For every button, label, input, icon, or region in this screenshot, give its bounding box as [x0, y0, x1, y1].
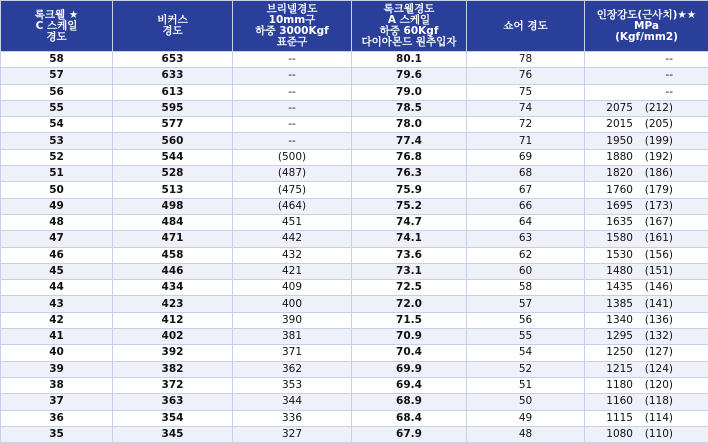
cell-brinell: 451 [233, 214, 352, 230]
table-row [1, 231, 708, 247]
table-row [1, 149, 708, 165]
header-line: 경도 [113, 26, 232, 37]
tensile-mpa: 1160 [599, 394, 633, 409]
cell-vickers: 412 [113, 312, 233, 328]
cell-rockwell-c: 41 [1, 329, 113, 345]
cell-brinell: (464) [233, 198, 352, 214]
cell-vickers: 372 [113, 377, 233, 393]
cell-rockwell-a: 68.9 [352, 394, 467, 410]
tensile-kgf: (186) [633, 166, 673, 181]
tensile-mpa: 2015 [599, 117, 633, 132]
cell-rockwell-c: 49 [1, 198, 113, 214]
cell-rockwell-c: 50 [1, 182, 113, 198]
cell-shore: 50 [467, 394, 585, 410]
cell-shore: 68 [467, 166, 585, 182]
cell-rockwell-c: 39 [1, 361, 113, 377]
cell-rockwell-a: 70.4 [352, 345, 467, 361]
table-row [1, 198, 708, 214]
cell-rockwell-a: 73.1 [352, 263, 467, 279]
cell-rockwell-c: 45 [1, 263, 113, 279]
cell-brinell: 432 [233, 247, 352, 263]
cell-rockwell-a: 72.0 [352, 296, 467, 312]
cell-rockwell-a: 79.6 [352, 68, 467, 84]
cell-tensile-strength [585, 361, 708, 377]
header-rockwell-a-scale [352, 1, 467, 52]
cell-rockwell-a: 76.3 [352, 166, 467, 182]
tensile-mpa: 1115 [599, 411, 633, 426]
cell-brinell: -- [233, 100, 352, 116]
cell-shore: 52 [467, 361, 585, 377]
tensile-mpa: 2075 [599, 101, 633, 116]
cell-brinell: -- [233, 68, 352, 84]
header-line: A 스케일 [352, 15, 466, 26]
cell-brinell: 344 [233, 394, 352, 410]
header-line: 브리넬경도 [233, 4, 351, 15]
table-row [1, 247, 708, 263]
tensile-kgf: (173) [633, 199, 673, 214]
cell-shore: 57 [467, 296, 585, 312]
header-line: 비커스 [113, 15, 232, 26]
cell-rockwell-a: 69.9 [352, 361, 467, 377]
cell-tensile-strength [585, 52, 708, 68]
cell-rockwell-c: 36 [1, 410, 113, 426]
tensile-kgf: (179) [633, 183, 673, 198]
header-line: 인장강도(근사치)★★ [585, 10, 708, 21]
cell-rockwell-c: 35 [1, 426, 113, 442]
tensile-mpa: 1580 [599, 231, 633, 246]
table-row [1, 280, 708, 296]
cell-shore: 75 [467, 84, 585, 100]
tensile-kgf: (132) [633, 329, 673, 344]
header-line: C 스케일 [1, 21, 112, 32]
cell-rockwell-a: 70.9 [352, 329, 467, 345]
cell-tensile-strength [585, 214, 708, 230]
cell-shore: 76 [467, 68, 585, 84]
tensile-mpa: 1180 [599, 378, 633, 393]
table-row [1, 117, 708, 133]
cell-tensile-strength [585, 263, 708, 279]
cell-rockwell-c: 37 [1, 394, 113, 410]
table-row [1, 84, 708, 100]
cell-rockwell-c: 56 [1, 84, 113, 100]
header-line: 표준구 [233, 37, 351, 48]
table-row [1, 394, 708, 410]
cell-shore: 72 [467, 117, 585, 133]
cell-shore: 51 [467, 377, 585, 393]
cell-tensile-strength [585, 198, 708, 214]
cell-brinell: 362 [233, 361, 352, 377]
tensile-mpa: 1880 [599, 150, 633, 165]
table-body [1, 52, 708, 443]
tensile-kgf: -- [633, 85, 673, 100]
cell-brinell: 442 [233, 231, 352, 247]
cell-brinell: 336 [233, 410, 352, 426]
table-row [1, 329, 708, 345]
header-rockwell-c-scale [1, 1, 113, 52]
tensile-mpa: 1215 [599, 362, 633, 377]
cell-rockwell-c: 48 [1, 214, 113, 230]
cell-vickers: 498 [113, 198, 233, 214]
table-row [1, 312, 708, 328]
cell-tensile-strength [585, 149, 708, 165]
tensile-mpa: 1295 [599, 329, 633, 344]
cell-brinell: 421 [233, 263, 352, 279]
cell-tensile-strength [585, 100, 708, 116]
cell-vickers: 633 [113, 68, 233, 84]
cell-tensile-strength [585, 296, 708, 312]
cell-vickers: 528 [113, 166, 233, 182]
tensile-kgf: (114) [633, 411, 673, 426]
cell-rockwell-a: 80.1 [352, 52, 467, 68]
cell-brinell: 353 [233, 377, 352, 393]
tensile-kgf: (167) [633, 215, 673, 230]
tensile-kgf: (124) [633, 362, 673, 377]
cell-tensile-strength [585, 345, 708, 361]
table-row [1, 52, 708, 68]
cell-vickers: 653 [113, 52, 233, 68]
tensile-mpa: 1695 [599, 199, 633, 214]
cell-rockwell-a: 79.0 [352, 84, 467, 100]
cell-tensile-strength [585, 68, 708, 84]
cell-brinell: 409 [233, 280, 352, 296]
cell-tensile-strength [585, 231, 708, 247]
tensile-kgf: -- [633, 68, 673, 83]
cell-rockwell-c: 52 [1, 149, 113, 165]
tensile-kgf: (127) [633, 345, 673, 360]
cell-shore: 56 [467, 312, 585, 328]
cell-shore: 78 [467, 52, 585, 68]
tensile-kgf: (141) [633, 297, 673, 312]
tensile-mpa: 1340 [599, 313, 633, 328]
table-row [1, 263, 708, 279]
cell-rockwell-c: 51 [1, 166, 113, 182]
cell-shore: 74 [467, 100, 585, 116]
table-row [1, 68, 708, 84]
cell-vickers: 446 [113, 263, 233, 279]
cell-shore: 58 [467, 280, 585, 296]
cell-tensile-strength [585, 394, 708, 410]
cell-vickers: 434 [113, 280, 233, 296]
cell-vickers: 484 [113, 214, 233, 230]
table-row [1, 377, 708, 393]
cell-vickers: 423 [113, 296, 233, 312]
cell-shore: 60 [467, 263, 585, 279]
tensile-kgf: (146) [633, 280, 673, 295]
cell-shore: 69 [467, 149, 585, 165]
cell-brinell: -- [233, 133, 352, 149]
tensile-kgf: (120) [633, 378, 673, 393]
cell-tensile-strength [585, 117, 708, 133]
cell-rockwell-c: 38 [1, 377, 113, 393]
cell-rockwell-c: 46 [1, 247, 113, 263]
cell-brinell: (500) [233, 149, 352, 165]
cell-rockwell-a: 69.4 [352, 377, 467, 393]
tensile-mpa: 1385 [599, 297, 633, 312]
tensile-mpa: 1820 [599, 166, 633, 181]
header-line: 하중 60Kgf [352, 26, 466, 37]
cell-rockwell-a: 68.4 [352, 410, 467, 426]
table-row [1, 361, 708, 377]
cell-rockwell-a: 72.5 [352, 280, 467, 296]
cell-rockwell-a: 75.2 [352, 198, 467, 214]
cell-tensile-strength [585, 247, 708, 263]
cell-brinell: -- [233, 117, 352, 133]
cell-rockwell-a: 76.8 [352, 149, 467, 165]
cell-rockwell-c: 55 [1, 100, 113, 116]
cell-rockwell-a: 75.9 [352, 182, 467, 198]
tensile-kgf: (192) [633, 150, 673, 165]
tensile-kgf: (161) [633, 231, 673, 246]
cell-vickers: 513 [113, 182, 233, 198]
cell-vickers: 471 [113, 231, 233, 247]
tensile-kgf: (118) [633, 394, 673, 409]
cell-vickers: 345 [113, 426, 233, 442]
cell-rockwell-a: 74.7 [352, 214, 467, 230]
tensile-kgf: (212) [633, 101, 673, 116]
tensile-kgf: -- [633, 52, 673, 67]
cell-brinell: 327 [233, 426, 352, 442]
cell-rockwell-a: 78.0 [352, 117, 467, 133]
cell-shore: 62 [467, 247, 585, 263]
table-row [1, 410, 708, 426]
cell-brinell: (475) [233, 182, 352, 198]
header-shore [467, 1, 585, 52]
cell-shore: 63 [467, 231, 585, 247]
cell-tensile-strength [585, 84, 708, 100]
cell-rockwell-a: 77.4 [352, 133, 467, 149]
header-line: 경도 [1, 32, 112, 43]
cell-rockwell-c: 43 [1, 296, 113, 312]
header-line: 10mm구 [233, 15, 351, 26]
cell-brinell: (487) [233, 166, 352, 182]
cell-tensile-strength [585, 426, 708, 442]
tensile-mpa: 1760 [599, 183, 633, 198]
cell-tensile-strength [585, 377, 708, 393]
header-line: 록크웰경도 [352, 4, 466, 15]
cell-shore: 55 [467, 329, 585, 345]
cell-tensile-strength [585, 182, 708, 198]
cell-brinell: 400 [233, 296, 352, 312]
tensile-mpa: 1080 [599, 427, 633, 442]
cell-tensile-strength [585, 410, 708, 426]
table-row [1, 133, 708, 149]
cell-brinell: 390 [233, 312, 352, 328]
table-row [1, 214, 708, 230]
cell-tensile-strength [585, 166, 708, 182]
tensile-mpa: 1435 [599, 280, 633, 295]
cell-tensile-strength [585, 280, 708, 296]
cell-shore: 54 [467, 345, 585, 361]
header-line: MPa [585, 21, 708, 32]
cell-vickers: 458 [113, 247, 233, 263]
table-row [1, 166, 708, 182]
tensile-mpa: 1250 [599, 345, 633, 360]
cell-rockwell-c: 40 [1, 345, 113, 361]
tensile-kgf: (136) [633, 313, 673, 328]
header-line: (Kgf/mm2) [585, 32, 708, 43]
header-brinell [233, 1, 352, 52]
cell-rockwell-a: 71.5 [352, 312, 467, 328]
cell-rockwell-c: 54 [1, 117, 113, 133]
cell-rockwell-a: 67.9 [352, 426, 467, 442]
table-row [1, 426, 708, 442]
cell-vickers: 392 [113, 345, 233, 361]
cell-vickers: 613 [113, 84, 233, 100]
cell-rockwell-c: 42 [1, 312, 113, 328]
cell-vickers: 577 [113, 117, 233, 133]
cell-brinell: -- [233, 84, 352, 100]
cell-vickers: 382 [113, 361, 233, 377]
tensile-kgf: (110) [633, 427, 673, 442]
cell-rockwell-c: 58 [1, 52, 113, 68]
cell-tensile-strength [585, 312, 708, 328]
tensile-mpa: 1530 [599, 248, 633, 263]
cell-shore: 67 [467, 182, 585, 198]
cell-tensile-strength [585, 329, 708, 345]
cell-brinell: 381 [233, 329, 352, 345]
cell-rockwell-c: 44 [1, 280, 113, 296]
cell-tensile-strength [585, 133, 708, 149]
cell-shore: 49 [467, 410, 585, 426]
cell-vickers: 560 [113, 133, 233, 149]
header-line: 록크웰 ★ [1, 10, 112, 21]
cell-vickers: 595 [113, 100, 233, 116]
cell-shore: 66 [467, 198, 585, 214]
header-row [1, 1, 708, 52]
table-row [1, 182, 708, 198]
table-row [1, 100, 708, 116]
tensile-mpa: 1480 [599, 264, 633, 279]
cell-vickers: 402 [113, 329, 233, 345]
cell-rockwell-a: 73.6 [352, 247, 467, 263]
tensile-kgf: (205) [633, 117, 673, 132]
cell-brinell: 371 [233, 345, 352, 361]
cell-vickers: 544 [113, 149, 233, 165]
tensile-kgf: (199) [633, 134, 673, 149]
tensile-mpa: 1635 [599, 215, 633, 230]
cell-vickers: 354 [113, 410, 233, 426]
header-vickers [113, 1, 233, 52]
cell-rockwell-c: 53 [1, 133, 113, 149]
cell-brinell: -- [233, 52, 352, 68]
table-row [1, 296, 708, 312]
tensile-kgf: (151) [633, 264, 673, 279]
header-line: 쇼어 경도 [467, 21, 584, 32]
cell-shore: 71 [467, 133, 585, 149]
tensile-mpa: 1950 [599, 134, 633, 149]
table-row [1, 345, 708, 361]
cell-shore: 48 [467, 426, 585, 442]
cell-rockwell-c: 47 [1, 231, 113, 247]
cell-vickers: 363 [113, 394, 233, 410]
header-tensile-strength [585, 1, 708, 52]
cell-rockwell-a: 74.1 [352, 231, 467, 247]
cell-rockwell-a: 78.5 [352, 100, 467, 116]
tensile-kgf: (156) [633, 248, 673, 263]
cell-shore: 64 [467, 214, 585, 230]
header-line: 하중 3000Kgf [233, 26, 351, 37]
header-line: 다이아몬드 원추입자 [352, 37, 466, 48]
cell-rockwell-c: 57 [1, 68, 113, 84]
